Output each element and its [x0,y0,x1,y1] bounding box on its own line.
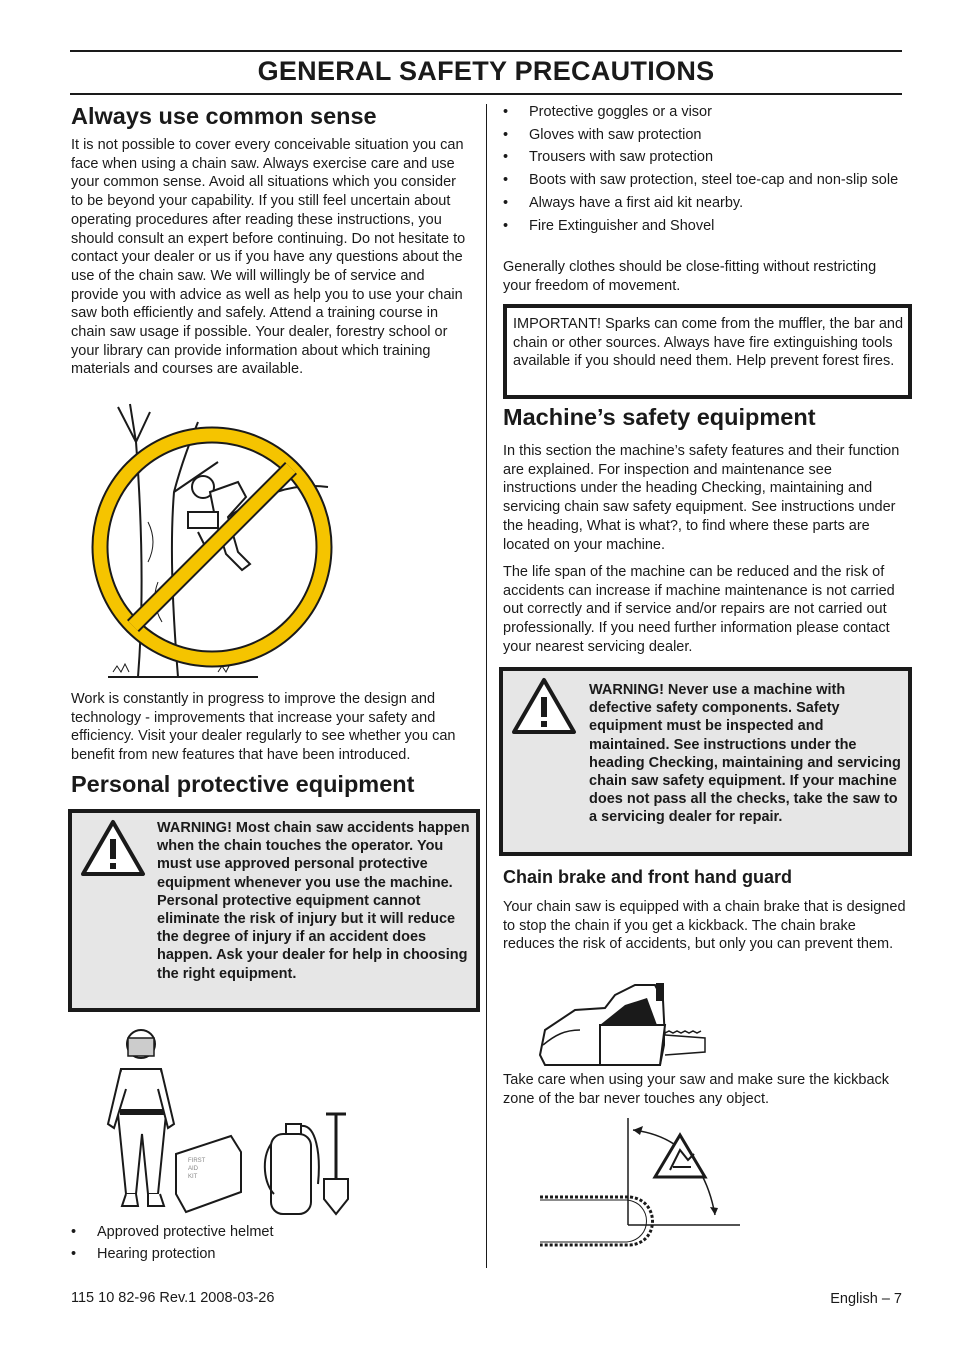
heading-chain-brake: Chain brake and front hand guard [503,867,793,887]
chainsaw-illustration [535,980,710,1070]
ppe-list-left [71,1223,471,1263]
ppe-illustration [96,1024,356,1219]
kit-label-2: AID [188,1166,199,1172]
chain-brake-p2: Take care when using your saw and make sure the kickback zone of the bar never touches any object. [503,1072,890,1107]
list-item: • Trousers with saw protection [503,148,907,167]
kickback-zone-illustration [535,1115,745,1255]
ppe-list-right [503,103,907,235]
machine-warning-text: WARNING! Never use a machine with defective safety components. Safety equipment must be inspected and maintained. See instructions under the heading Checking, maintaining and servicing chain saw safety equipment. If your machine does not pass all the checks, take the saw to a servicing dealer for repair. [589,682,901,826]
header-rule-top [70,50,902,52]
chain-brake-p1: Your chain saw is equipped with a chain brake that is designed to stop the chain if you get a kickback. The chain brake reduces the risk of accidents, but only you can prevent them. [503,899,906,953]
list-item: • Always have a first aid kit nearby. [503,194,907,213]
list-item: • Approved protective helmet [71,1223,471,1242]
machine-safety-p2: The life span of the machine can be reduced and the risk of accidents can increase if machine maintenance is not carried out correctly and if service and/or repairs are not carried out professionally. If you need further information please contact your nearest servicing dealer. [503,564,895,655]
ppe-warning-text: WARNING! Most chain saw accidents happen when the chain touches the operator. You must use approved personal protective equipment whenever you use the machine. Personal protective equipment cannot eliminate the risk of injury but it will reduce the degree of injury if an accident does happen. Ask your dealer for help in choosing the right equipment. [157,820,470,982]
header-rule-bottom [70,93,902,95]
common-sense-body: It is not possible to cover every conceivable situation you can face when using a chain saw. Always exercise care and use your common sense. Avoid all situations which you consider to be beyond your capability. If you still feel uncertain about operating procedures after reading these instructions, you should consult an expert before continuing. Do not hesitate to contact your dealer or us if you have any questions about the use of the chain saw. We will willingly be of service and provide you with advice as well as help you to use your chain saw both efficiently and safely. Attend a training course in chain saw usage if possible. Your dealer, forestry school or your library can provide information about which training materials and courses are available. [71,137,466,378]
ppe-warning-box [68,809,480,1012]
list-item: • Boots with saw protection, steel toe-cap and non-slip sole [503,171,907,190]
kit-label-1: FIRST [188,1158,206,1164]
list-item: • Protective goggles or a visor [503,103,907,122]
footer-doc-id: 115 10 82-96 Rev.1 2008-03-26 [71,1290,275,1306]
machine-warning-box [499,667,912,856]
footer-page-number: English – 7 [830,1291,902,1307]
list-item: • Fire Extinguisher and Shovel [503,217,907,236]
list-item: • Hearing protection [71,1245,471,1264]
kit-label-3: KIT [188,1174,198,1180]
improvements-body: Work is constantly in progress to improve the design and technology - improvements that increase your safety and efficiency. Visit your dealer regularly to see whether you can benefit from new features that have been introduced. [71,691,456,764]
no-climbing-illustration [78,402,338,682]
clothes-note: Generally clothes should be close-fitting without restricting your freedom of movement. [503,259,877,294]
warning-triangle-icon [80,819,146,877]
important-text: IMPORTANT! Sparks can come from the muffler, the bar and chain or other sources. Always have fire extinguishing tools available if you should need them. Help prevent forest fires. [513,316,904,370]
page-title: GENERAL SAFETY PRECAUTIONS [257,56,715,86]
heading-common-sense: Always use common sense [71,103,377,129]
warning-triangle-icon [511,677,577,735]
heading-machine-safety: Machine’s safety equipment [503,404,816,430]
column-divider [486,104,487,1268]
important-box [503,304,912,399]
list-item: • Gloves with saw protection [503,126,907,145]
machine-safety-p1: In this section the machine’s safety features and their function are explained. For inspection and maintenance see instructions under the heading Checking, maintaining and servicing chain saw safety equipment. See instructions under the heading, What is what?, to find where these parts are located on your machine. [503,443,900,553]
heading-ppe: Personal protective equipment [71,771,415,797]
